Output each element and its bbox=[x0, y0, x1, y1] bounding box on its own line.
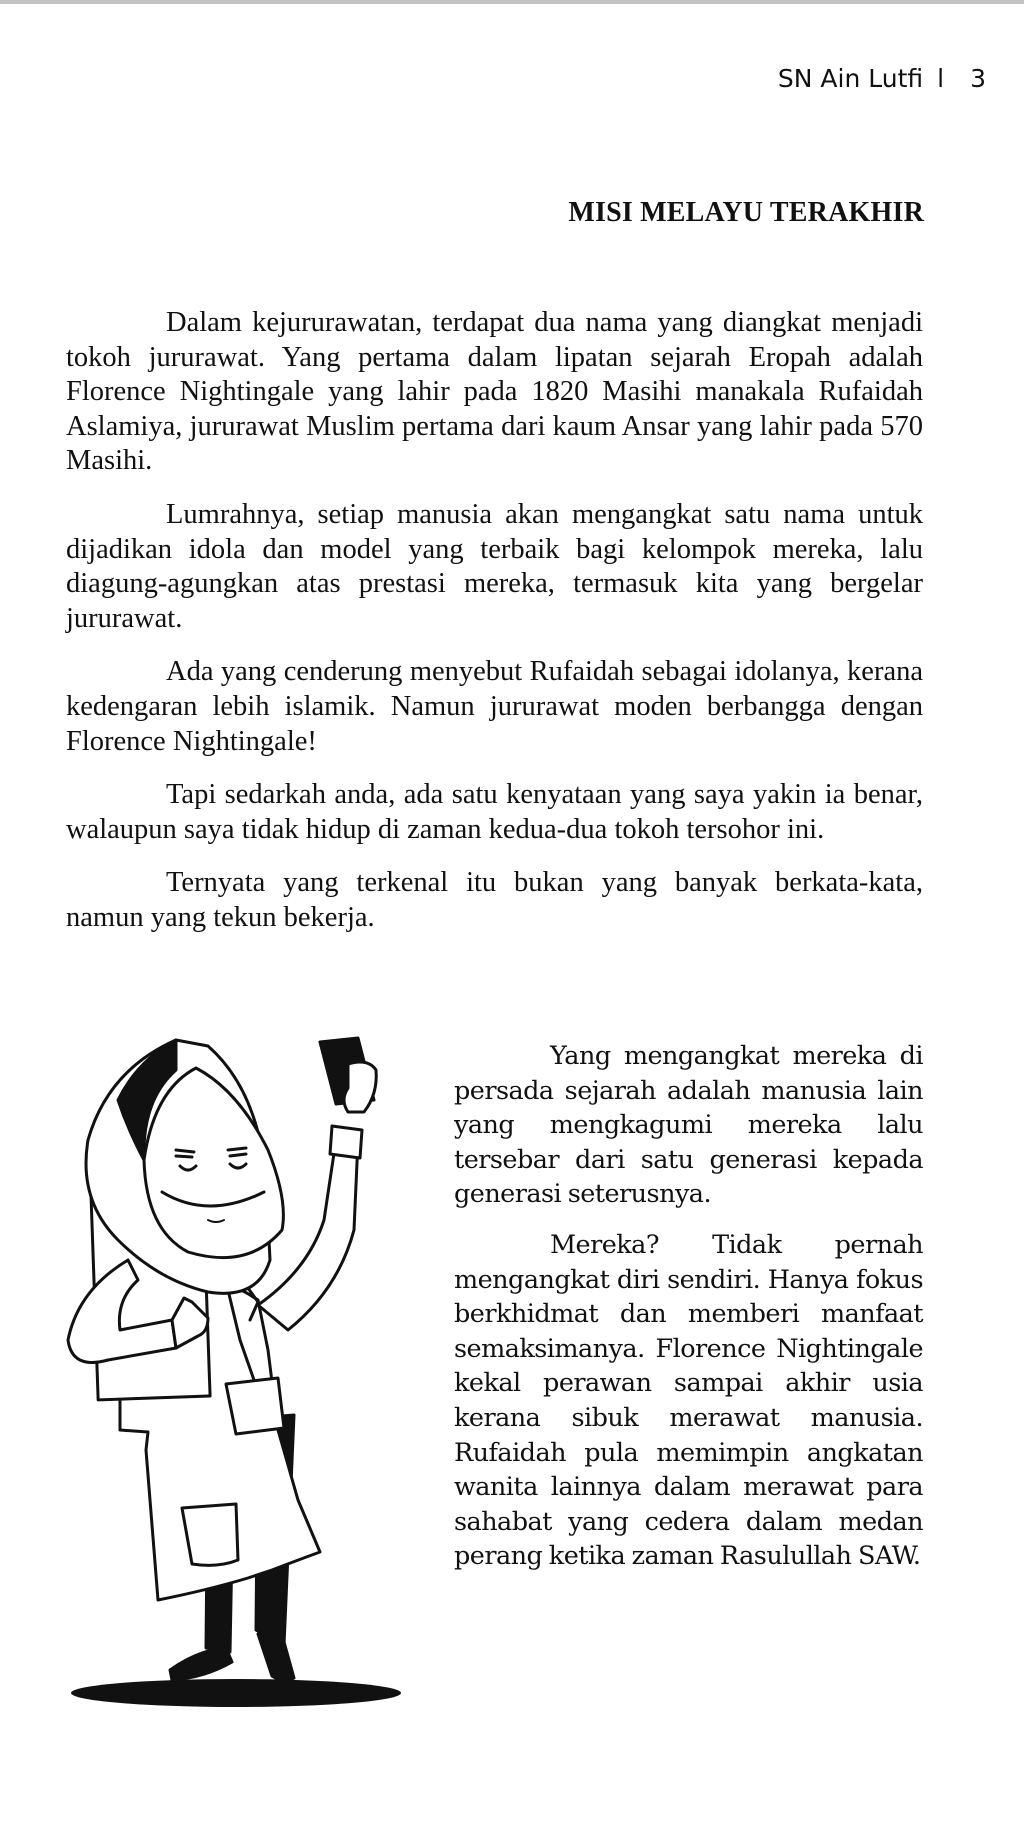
page-number: 3 bbox=[970, 64, 986, 93]
paragraph-3: Ada yang cenderung menyebut Rufaidah sebagai idolanya, kerana kedengaran lebih islamik. Namun jururawat moden berbangga dengan Florence Nightingale! bbox=[66, 656, 923, 757]
paragraph-4: Tapi sedarkah anda, ada satu kenyataan yang saya yakin ia benar, walaupun saya tidak hidup di zaman kedua-dua tokoh tersohor ini. bbox=[66, 779, 923, 845]
face bbox=[144, 1068, 283, 1258]
paragraph-1: Dalam kejururawatan, terdapat dua nama yang diangkat menjadi tokoh jururawat. Yang pertama dalam lipatan sejarah Eropah adalah Florence Nightingale yang lahir pada 1820 Masihi manakala Rufaidah Aslamiya, jururawat Muslim pertama dari kaum Ansar yang lahir pada 570 Masihi. bbox=[66, 307, 923, 477]
left-shoe bbox=[170, 1648, 232, 1680]
author-name: SN Ain Lutfi bbox=[777, 64, 924, 93]
ground-shadow bbox=[71, 1679, 401, 1707]
right-shoe bbox=[258, 1632, 294, 1680]
sleeve-cuff bbox=[330, 1126, 362, 1158]
left-eyebrow bbox=[176, 1150, 194, 1152]
top-edge-strip bbox=[0, 0, 1024, 4]
side-text bbox=[454, 1039, 923, 1590]
header-separator: l bbox=[937, 64, 945, 93]
chapter-title: MISI MELAYU TERAKHIR bbox=[568, 197, 924, 228]
body-text bbox=[66, 306, 923, 955]
right-eyebrow bbox=[228, 1148, 246, 1150]
right-hand bbox=[344, 1062, 376, 1112]
side-paragraph-2: Mereka? Tidak pernah mengangkat diri sendiri. Hanya fokus berkhidmat dan memberi manfaat semaksimanya. Florence Nightingale kekal perawan sampai akhir usia kerana sibuk merawat manusia. Rufaidah pula memimpin angkatan wanita lainnya dalam merawat para sahabat yang cedera dalam medan perang ketika zaman Rasulullah SAW. bbox=[454, 1229, 923, 1572]
nurse-illustration bbox=[58, 1030, 430, 1720]
coat-pocket bbox=[182, 1504, 238, 1565]
paragraph-2: Lumrahnya, setiap manusia akan mengangkat satu nama untuk dijadikan idola dan model yang terbaik bagi kelompok mereka, lalu diagung-agungkan atas prestasi mereka, termasuk kita yang bergelar jururawat. bbox=[66, 498, 923, 634]
running-header bbox=[778, 64, 986, 93]
side-paragraph-1: Yang mengangkat mereka di persada sejarah adalah manusia lain yang mengkagumi mereka lalu tersebar dari satu generasi kepada generasi seterusnya. bbox=[454, 1041, 923, 1210]
badge-pocket bbox=[226, 1378, 284, 1434]
paragraph-5: Ternyata yang terkenal itu bukan yang banyak berkata-kata, namun yang tekun bekerja. bbox=[66, 867, 923, 933]
